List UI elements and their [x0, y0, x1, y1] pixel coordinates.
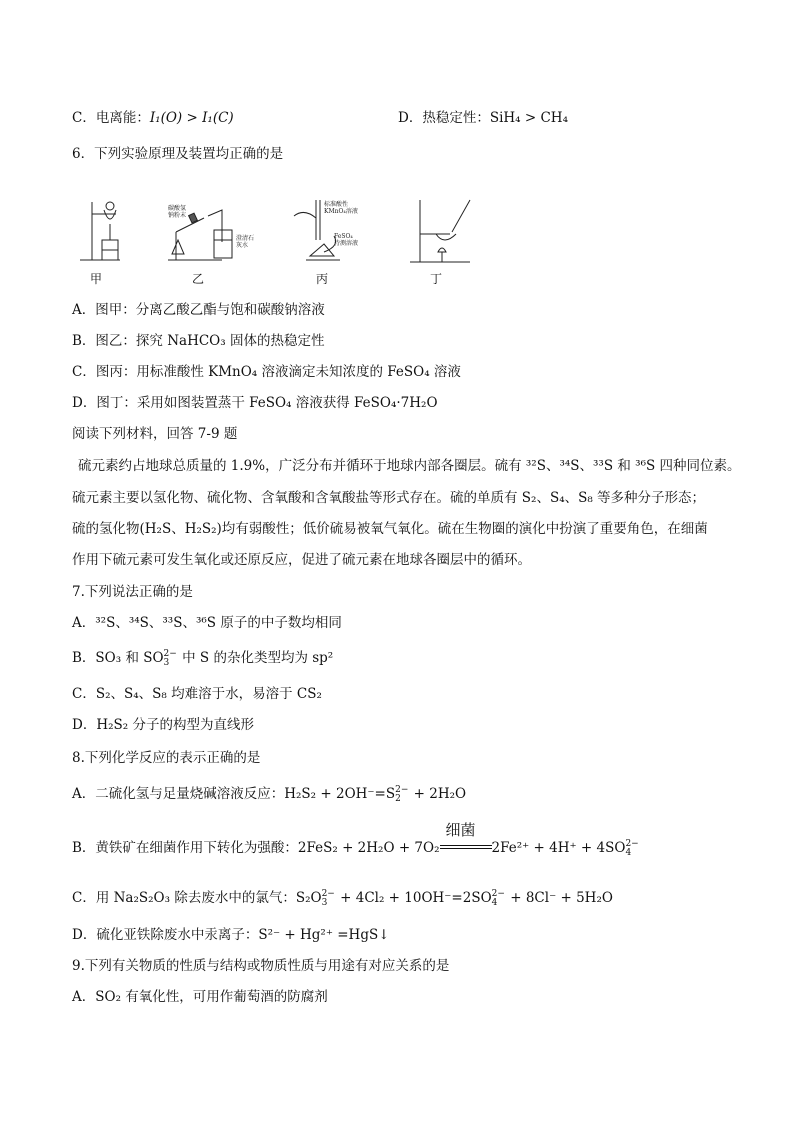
yi-reagent-label-1: 碳酸氢 [168, 205, 187, 212]
q9-option-a: A．SO₂ 有氧化性，可用作葡萄酒的防腐剂 [72, 989, 328, 1005]
q9-stem: 9.下列有关物质的性质与结构或物质性质与用途有对应关系的是 [72, 958, 450, 974]
q8-option-b: B．黄铁矿在细菌作用下转化为强酸：2FeS₂ + 2H₂O + 7O₂ 细菌 2Fe²⁺ + 4H⁺ + 4SO 2− 4 [72, 820, 639, 858]
q7-option-a: A．³²S、³⁴S、³³S、³⁶S 原子的中子数均相同 [72, 615, 342, 631]
q8-stem: 8.下列化学反应的表示正确的是 [72, 750, 261, 766]
q5-option-d: D．热稳定性：SiH₄ > CH₄ [398, 110, 568, 126]
bing-sample-label-2: 待测溶液 [334, 240, 359, 247]
q7-stem: 7.下列说法正确的是 [72, 584, 193, 600]
q6-stem: 6．下列实验原理及装置均正确的是 [72, 146, 284, 162]
q6-option-d: D．图丁：采用如图装置蒸干 FeSO₄ 溶液获得 FeSO₄·7H₂O [72, 395, 438, 411]
q6-option-b: B．图乙：探究 NaHCO₃ 固体的热稳定性 [72, 333, 325, 349]
passage-line-1: 硫元素约占地球总质量的 1.9%，广泛分布并循环于地球内部各圈层。硫有 ³²S、³⁴S、³³S 和 ³⁶S 四种同位素。 [78, 458, 741, 474]
bing-sample-label-1: FeSO₄ [334, 233, 353, 240]
q8-option-d: D．硫化亚铁除废水中汞离子：S²⁻ + Hg²⁺ =HgS↓ [72, 927, 390, 943]
q7-option-c: C．S₂、S₄、S₈ 均难溶于水，易溶于 CS₂ [72, 686, 322, 702]
q5-option-d-formula: SiH₄ > CH₄ [489, 110, 568, 126]
passage-line-3: 硫的氢化物(H₂S、H₂S₂)均有弱酸性；低价硫易被氧气氧化。硫在生物圈的演化中扮演了重要角色，在细菌 [72, 521, 708, 537]
bing-titrant-label-2: KMnO₄溶液 [324, 208, 358, 215]
bing-titrant-label-1: 标准酸性 [324, 201, 349, 208]
yi-reagent-label-2: 钠粉末 [168, 212, 187, 219]
label-yi: 乙 [192, 272, 205, 286]
label-ding: 丁 [430, 272, 443, 286]
yi-limewater-label-2: 灰水 [236, 242, 249, 249]
label-bing: 丙 [316, 272, 329, 286]
q7-option-d: D．H₂S₂ 分子的构型为直线形 [72, 717, 254, 733]
q5-option-c-formula: I₁(O) > I₁(C) [149, 110, 234, 126]
reaction-condition-arrow: 细菌 [440, 842, 492, 856]
label-jia: 甲 [90, 272, 103, 286]
passage-line-2: 硫元素主要以氢化物、硫化物、含氧酸和含氧酸盐等形式存在。硫的单质有 S₂、S₄、S₈ 等多种分子形态； [72, 490, 706, 506]
q7-option-b: B．SO₃ 和 SO 2− 3 中 S 的杂化类型均为 sp² [72, 648, 334, 668]
passage-line-4: 作用下硫元素可发生氧化或还原反应，促进了硫元素在地球各圈层中的循环。 [72, 552, 531, 568]
so3-charge: 2− 3 [163, 648, 177, 668]
passage-intro: 阅读下列材料，回答 7-9 题 [72, 426, 238, 442]
q6-option-c: C．图丙：用标准酸性 KMnO₄ 溶液滴定未知浓度的 FeSO₄ 溶液 [72, 364, 461, 380]
q6-option-a: A．图甲：分离乙酸乙酯与饱和碳酸钠溶液 [72, 302, 325, 318]
yi-limewater-label-1: 澄清石 [236, 235, 255, 242]
q8-option-c: C．用 Na₂S₂O₃ 除去废水中的氯气：S₂O 2− 3 + 4Cl₂ + 10OH⁻=2SO 2− 4 + 8Cl⁻ + 5H₂O [72, 888, 613, 908]
q8-option-a: A．二硫化氢与足量烧碱溶液反应：H₂S₂ + 2OH⁻=S 2− 2 + 2H₂O [72, 784, 467, 804]
q6-apparatus-figure [72, 196, 492, 286]
q5-option-c: C．电离能：I₁(O) > I₁(C) [72, 110, 234, 126]
apparatus-ding [410, 200, 470, 262]
apparatus-jia [80, 202, 120, 260]
